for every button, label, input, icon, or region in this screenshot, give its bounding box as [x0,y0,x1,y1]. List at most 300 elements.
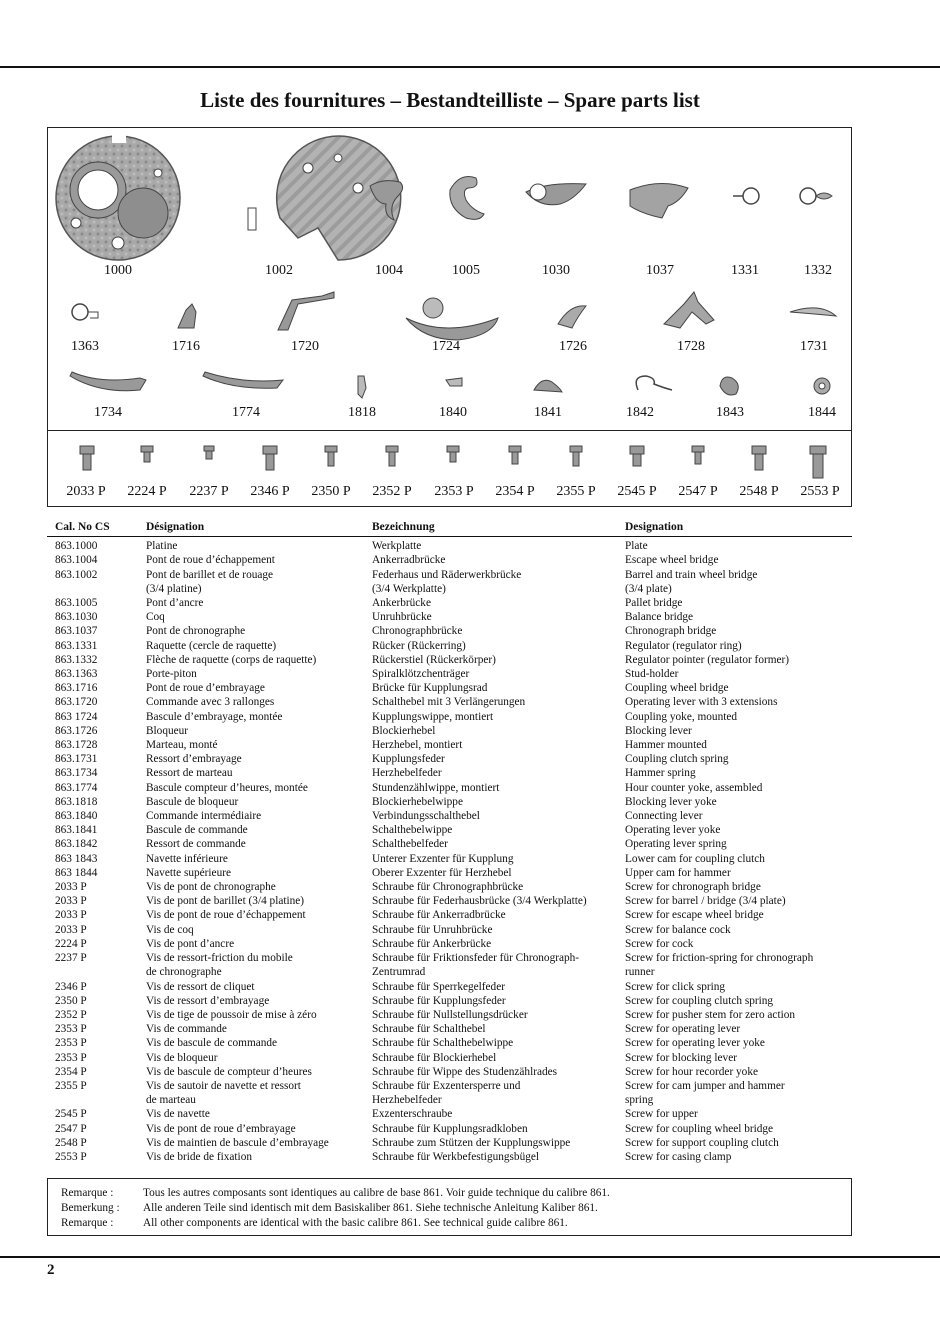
table-cell: 2346 P [55,980,87,993]
table-cell: Pont de barillet et de rouage [146,568,274,581]
table-cell: Vis de maintien de bascule d’embrayage [146,1136,329,1149]
table-cell: 863.1037 [55,625,98,638]
table-row [47,994,852,1008]
screw-label: 2224 P [127,484,167,499]
table-row [47,965,852,979]
table-row [47,610,852,624]
part-1728 [664,292,714,328]
part-label: 1000 [104,263,132,278]
table-cell: Pont de roue d’embrayage [146,682,265,695]
table-cell: 2353 P [55,1037,87,1050]
table-cell: Vis de pont de roue d’embrayage [146,1122,296,1135]
table-cell: 2033 P [55,909,87,922]
table-cell: Kupplungsfeder [372,753,445,766]
part-1332 [800,188,832,204]
table-cell: Screw for cock [625,937,694,950]
remark-row [61,1186,851,1201]
table-cell: Stud-holder [625,668,679,681]
table-cell: 863.1841 [55,824,98,837]
part-label: 1005 [452,263,480,278]
screw-label: 2354 P [495,484,535,499]
table-cell: Screw for escape wheel bridge [625,909,764,922]
table-cell: Ressort de marteau [146,767,233,780]
table-cell: Bascule compteur d’heures, montée [146,781,308,794]
part-1726 [558,306,586,328]
table-row [47,1065,852,1079]
part-label: 1363 [71,339,99,354]
remark-label: Remarque : [61,1217,114,1229]
remark-row [61,1216,851,1231]
table-cell: Commande intermédiaire [146,810,262,823]
part-1363 [72,304,98,320]
table-row [47,852,852,866]
table-cell: Bascule de bloqueur [146,795,239,808]
table-cell: Schraube für Chronographbrücke [372,881,524,894]
table-cell: Pont de roue d’échappement [146,554,275,567]
table-cell: Vis de navette [146,1108,210,1121]
screw-label: 2353 P [434,484,474,499]
table-row [47,1036,852,1050]
table-cell: Herzhebelfeder [372,1094,442,1107]
table-cell: Schraube für Nullstellungsdrücker [372,1008,528,1021]
table-cell: (3/4 platine) [146,582,202,595]
table-cell: Schraube für Kupplungsradkloben [372,1122,528,1135]
table-cell: Hammer mounted [625,739,707,752]
table-cell: 2352 P [55,1008,87,1021]
table-cell: Navette supérieure [146,866,231,879]
part-label: 1726 [559,339,587,354]
table-cell: (3/4 plate) [625,582,672,595]
table-cell: Vis de bascule de compteur d’heures [146,1065,312,1078]
table-cell: Kupplungswippe, montiert [372,710,494,723]
table-cell: Schraube für Kupplungsfeder [372,994,506,1007]
table-cell: Vis de bloqueur [146,1051,218,1064]
table-row [47,752,852,766]
table-cell: Ressort de commande [146,838,246,851]
table-cell: Vis de pont de chronographe [146,881,276,894]
remark-label: Bemerkung : [61,1202,120,1214]
table-cell: 863.1842 [55,838,98,851]
table-cell: Operating lever spring [625,838,727,851]
table-row [47,537,852,554]
part-1774 [203,372,283,388]
table-cell: Platine [146,540,178,553]
table-cell: Vis de sautoir de navette et ressort [146,1079,301,1092]
table-cell: 863.1332 [55,653,98,666]
table-cell: Lower cam for coupling clutch [625,852,765,865]
part-label: 1030 [542,263,570,278]
table-cell: Regulator pointer (regulator former) [625,653,790,666]
table-cell: runner [625,966,655,979]
table-cell: Plate [625,540,648,553]
table-cell [47,582,146,596]
screw-2033-icon [80,446,94,470]
screw-label: 2547 P [678,484,718,499]
table-cell: 2350 P [55,994,87,1007]
table-cell: 863.1363 [55,668,98,681]
screw-label: 2237 P [189,484,229,499]
screw-label: 2355 P [556,484,596,499]
part-1734 [70,372,146,391]
screw-2355-icon [570,446,582,466]
column-header: Designation [625,520,852,537]
table-cell: Verbindungsschalthebel [372,810,480,823]
table-cell: Blocking lever [625,724,692,737]
remark-text: Tous les autres composants sont identiques au calibre de base 861. Voir guide technique du calibre 861. [143,1187,610,1199]
table-cell: 863.1774 [55,781,98,794]
table-cell: 2237 P [55,952,87,965]
table-cell: Blocking lever yoke [625,795,717,808]
part-1716 [178,304,196,328]
table-cell: 863.1002 [55,568,98,581]
table-cell: Blockierhebel [372,724,436,737]
table-row [47,951,852,965]
screw-label: 2545 P [617,484,657,499]
screw-2352-icon [386,446,398,466]
table-cell: 863.1005 [55,597,98,610]
table-cell: 2224 P [55,937,87,950]
table-cell: Schalthebel mit 3 Verlängerungen [372,696,526,709]
part-1841 [534,380,562,392]
table-cell: Screw for balance cock [625,923,731,936]
table-cell: (3/4 Werkplatte) [372,582,446,595]
table-cell: 2354 P [55,1065,87,1078]
table-cell: Porte-piton [146,668,197,681]
table-cell: Schraube für Werkbefestigungsbügel [372,1150,540,1163]
table-row [47,639,852,653]
table-cell: Operating lever with 3 extensions [625,696,778,709]
table-cell: Upper cam for hammer [625,866,731,879]
table-cell: 863.1716 [55,682,98,695]
part-label: 1037 [646,263,674,278]
part-1842 [636,376,672,390]
table-cell: Commande avec 3 rallonges [146,696,275,709]
table-cell: Vis de coq [146,923,194,936]
table-cell: Stundenzählwippe, montiert [372,781,500,794]
column-header: Désignation [146,520,372,537]
table-row [47,1093,852,1107]
table-cell: 863.1734 [55,767,98,780]
column-header: Cal. No CS [47,520,146,537]
screw-2350-icon [325,446,337,466]
table-cell: Schraube für Schalthebelwippe [372,1037,514,1050]
screw-label: 2350 P [311,484,351,499]
part-1037 [630,183,688,218]
table-cell: 2547 P [55,1122,87,1135]
table-cell: Hour counter yoke, assembled [625,781,763,794]
part-1818 [358,376,366,398]
table-cell: Schraube für Ankerbrücke [372,937,492,950]
table-row [47,766,852,780]
table-cell: Bascule de commande [146,824,248,837]
part-label: 1842 [626,405,654,420]
table-row [47,937,852,951]
table-row [47,624,852,638]
panel-divider [48,430,851,431]
part-label: 1843 [716,405,744,420]
table-cell: Brücke für Kupplungsrad [372,682,488,695]
parts-table [47,520,852,1164]
table-row [47,1051,852,1065]
table-row [47,724,852,738]
table-cell: Unterer Exzenter für Kupplung [372,852,514,865]
part-label: 1840 [439,405,467,420]
table-cell: Schalthebelwippe [372,824,453,837]
screw-2553-icon [810,446,826,478]
table-cell: 863.1004 [55,554,98,567]
remark-label: Remarque : [61,1187,114,1199]
column-header: Bezeichnung [372,520,625,537]
table-row [47,1022,852,1036]
table-cell: Vis de ressort de cliquet [146,980,255,993]
part-label: 1731 [800,339,828,354]
table-cell: Vis de pont de barillet (3/4 platine) [146,895,305,908]
table-cell: 2355 P [55,1079,87,1092]
part-label: 1774 [232,405,260,420]
table-cell: 2553 P [55,1150,87,1163]
part-1331 [733,188,759,204]
table-cell: Schraube für Federhausbrücke (3/4 Werkplatte) [372,895,587,908]
table-row [47,1122,852,1136]
table-cell: Coq [146,611,165,624]
part-label: 1818 [348,405,376,420]
table-cell: Ankerradbrücke [372,554,446,567]
table-row [47,923,852,937]
part-label: 1004 [375,263,403,278]
table-cell: Bascule d’embrayage, montée [146,710,283,723]
table-cell: Escape wheel bridge [625,554,719,567]
table-cell: Schraube für Ankerradbrücke [372,909,506,922]
table-cell: de chronographe [146,966,222,979]
table-cell: Screw for coupling clutch spring [625,994,774,1007]
table-cell: Unruhbrücke [372,611,432,624]
table-cell: 863.1000 [55,540,98,553]
table-cell: Vis de pont d’ancre [146,937,235,950]
remark-row [61,1201,851,1216]
table-cell: Ressort d’embrayage [146,753,242,766]
table-cell: 863.1728 [55,739,98,752]
table-cell: Screw for coupling wheel bridge [625,1122,774,1135]
table-row [47,653,852,667]
table-row [47,809,852,823]
table-cell: Schraube für Blockierhebel [372,1051,497,1064]
table-cell: Regulator (regulator ring) [625,639,742,652]
table-cell: Screw for operating lever yoke [625,1037,765,1050]
table-cell: Flèche de raquette (corps de raquette) [146,653,317,666]
table-cell: Schraube für Sperrkegelfeder [372,980,505,993]
table-cell: 863 1844 [55,866,98,879]
table-cell: Operating lever yoke [625,824,721,837]
part-label: 1734 [94,405,122,420]
table-row [47,980,852,994]
table-cell: de marteau [146,1094,196,1107]
table-cell: 2033 P [55,895,87,908]
part-1005 [450,177,484,220]
table-row [47,823,852,837]
table-cell [47,965,146,979]
table-row [47,1150,852,1164]
bottom-rule [0,1256,940,1258]
table-cell: Rücker (Rückerring) [372,639,466,652]
table-row [47,837,852,851]
table-row [47,596,852,610]
table-cell: 863.1726 [55,724,98,737]
page-number: 2 [47,1262,55,1278]
table-cell: Schraube für Exzentersperre und [372,1079,521,1092]
part-1843 [720,377,738,395]
part-1731 [790,308,836,316]
table-cell: Exzenterschraube [372,1108,453,1121]
table-row [47,894,852,908]
table-row [47,1008,852,1022]
table-cell: Screw for operating lever [625,1023,741,1036]
table-cell: Pont d’ancre [146,597,204,610]
table-cell: 863.1818 [55,795,98,808]
part-1840 [446,378,462,386]
remark-text: Alle anderen Teile sind identisch mit dem Basiskaliber 861. Siehe technische Anleitung Kaliber 861. [143,1202,598,1214]
table-row [47,880,852,894]
table-cell: Hammer spring [625,767,696,780]
table-cell: 863.1720 [55,696,98,709]
page-title: Liste des fournitures – Bestandteilliste – Spare parts list [200,88,700,112]
table-cell: 2033 P [55,923,87,936]
table-cell: Connecting lever [625,810,703,823]
part-1030 [526,184,586,205]
table-cell: Vis de commande [146,1023,227,1036]
table-row [47,908,852,922]
table-cell: Bloqueur [146,724,189,737]
table-cell: Herzhebelfeder [372,767,442,780]
table-cell: Navette inférieure [146,852,228,865]
parts-illustration-panel [47,127,852,507]
table-cell: Screw for chronograph bridge [625,881,761,894]
table-cell: Chronograph bridge [625,625,717,638]
table-cell: Screw for cam jumper and hammer [625,1079,785,1092]
table-cell: Vis de bascule de commande [146,1037,278,1050]
screw-2548-icon [752,446,766,470]
table-cell: Vis de ressort-friction du mobile [146,952,293,965]
table-cell: 863 1843 [55,852,98,865]
part-label: 1728 [677,339,705,354]
table-cell: 2353 P [55,1051,87,1064]
table-cell: spring [625,1094,654,1107]
part-label: 1002 [265,263,293,278]
part-label: 1331 [731,263,759,278]
screw-2545-icon [630,446,644,466]
screw-label: 2352 P [372,484,412,499]
part-label: 1716 [172,339,200,354]
table-cell: Screw for hour recorder yoke [625,1065,758,1078]
table-cell: Herzhebel, montiert [372,739,463,752]
table-cell: Chronographbrücke [372,625,463,638]
table-cell: Screw for click spring [625,980,726,993]
table-row [47,1136,852,1150]
part-label: 1332 [804,263,832,278]
table-cell: Screw for support coupling clutch [625,1136,779,1149]
table-cell: Vis de pont de roue d’échappement [146,909,306,922]
table-cell: Zentrumrad [372,966,426,979]
table-cell: Werkplatte [372,540,422,553]
table-row [47,681,852,695]
table-row [47,667,852,681]
table-cell: Blockierhebelwippe [372,795,463,808]
table-cell: Screw for blocking lever [625,1051,737,1064]
remark-text: All other components are identical with the basic calibre 861. See technical guide calibre 861. [143,1217,568,1229]
screw-label: 2553 P [800,484,840,499]
table-cell: Screw for upper [625,1108,698,1121]
part-label: 1720 [291,339,319,354]
table-cell: Coupling wheel bridge [625,682,729,695]
table-cell: 2033 P [55,881,87,894]
screw-label: 2033 P [66,484,106,499]
table-cell: Oberer Exzenter für Herzhebel [372,866,512,879]
table-cell: Barrel and train wheel bridge [625,568,758,581]
table-row [47,1107,852,1121]
table-row [47,1079,852,1093]
screw-label: 2548 P [739,484,779,499]
screw-label: 2346 P [250,484,290,499]
remarks-box [47,1178,852,1236]
screw-2346-icon [263,446,277,470]
table-cell: Coupling clutch spring [625,753,729,766]
table-cell: 2545 P [55,1108,87,1121]
table-cell: 863.1331 [55,639,98,652]
table-row [47,710,852,724]
table-cell: Screw for pusher stem for zero action [625,1008,796,1021]
table-cell: Screw for casing clamp [625,1150,732,1163]
table-cell: Schraube für Wippe des Studenzählrades [372,1065,558,1078]
table-row [47,553,852,567]
table-cell: Vis de bride de fixation [146,1150,252,1163]
table-cell: 2353 P [55,1023,87,1036]
table-cell: Marteau, monté [146,739,218,752]
screw-2224-icon [141,446,153,462]
table-cell: Schraube für Unruhbrücke [372,923,493,936]
table-row [47,866,852,880]
parts-table-body [47,537,852,1164]
table-row [47,568,852,582]
part-label: 1844 [808,405,836,420]
table-cell [47,1093,146,1107]
table-cell: Vis de tige de poussoir de mise à zéro [146,1008,317,1021]
table-row [47,695,852,709]
screw-2547-icon [692,446,704,464]
table-cell: Screw for barrel / bridge (3/4 plate) [625,895,786,908]
part-1720 [278,292,334,330]
table-row [47,781,852,795]
part-1724 [406,298,498,340]
part-label: 1724 [432,339,460,354]
table-cell: Schalthebelfeder [372,838,448,851]
table-row [47,582,852,596]
table-cell: Rückerstiel (Rückerkörper) [372,653,496,666]
table-header-row [47,520,852,537]
table-cell: 863.1731 [55,753,98,766]
top-rule [0,66,940,68]
table-cell: Balance bridge [625,611,694,624]
screw-2354-icon [509,446,521,464]
table-cell: Spiralklötzchenträger [372,668,470,681]
table-cell: Pont de chronographe [146,625,246,638]
table-row [47,738,852,752]
screw-2353-icon [447,446,459,462]
part-1844 [814,378,830,394]
table-cell: Vis de ressort d’embrayage [146,994,270,1007]
screw-2237-icon [204,446,214,459]
table-cell: 863 1724 [55,710,98,723]
table-row [47,795,852,809]
table-cell: Federhaus und Räderwerkbrücke [372,568,522,581]
